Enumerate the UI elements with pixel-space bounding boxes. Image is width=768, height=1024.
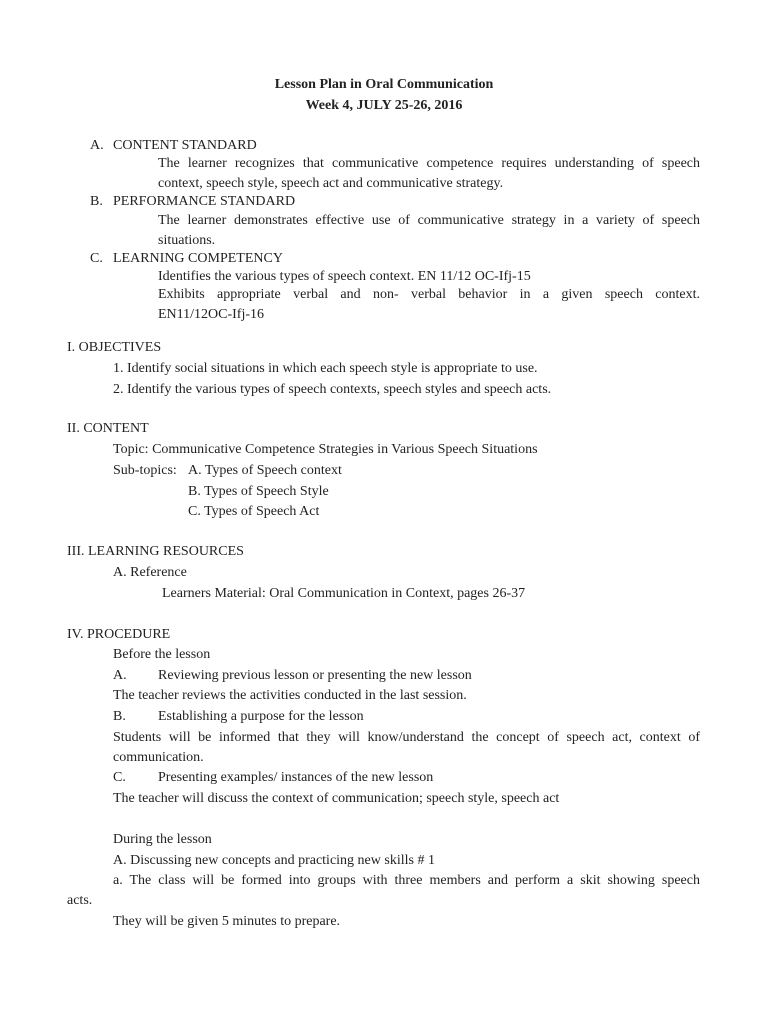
paragraph-line: Identifies the various types of speech context. EN 11/12 OC-Ifj-15 bbox=[158, 269, 531, 284]
list-item: Reviewing previous lesson or presenting the new lesson bbox=[158, 668, 472, 683]
paragraph-line: communication. bbox=[113, 750, 204, 765]
paragraph-line: They will be given 5 minutes to prepare. bbox=[113, 914, 341, 929]
paragraph-line: acts. bbox=[67, 893, 93, 908]
list-marker: A. bbox=[113, 668, 127, 683]
list-marker: A. bbox=[90, 138, 104, 153]
list-item: A. Reference bbox=[113, 565, 187, 580]
list-item: Establishing a purpose for the lesson bbox=[158, 709, 364, 724]
section-heading: IV. PROCEDURE bbox=[67, 627, 171, 642]
subsection-label: During the lesson bbox=[113, 832, 212, 847]
list-marker: B. bbox=[113, 709, 126, 724]
paragraph-line: The teacher reviews the activities conducted in the last session. bbox=[113, 688, 467, 703]
list-item: C. Types of Speech Act bbox=[188, 504, 320, 519]
list-item: A. Types of Speech context bbox=[188, 463, 342, 478]
section-heading: III. LEARNING RESOURCES bbox=[67, 544, 244, 559]
list-marker: C. bbox=[113, 770, 126, 785]
subtopics-label: Sub-topics: bbox=[113, 463, 177, 478]
paragraph-line: The teacher will discuss the context of communication; speech style, speech act bbox=[113, 791, 560, 806]
reference-line: Learners Material: Oral Communication in Context, pages 26-37 bbox=[162, 586, 526, 601]
list-item: A. Discussing new concepts and practicing new skills # 1 bbox=[113, 853, 435, 868]
subsection-label: Before the lesson bbox=[113, 647, 211, 662]
section-heading: I. OBJECTIVES bbox=[67, 340, 162, 355]
paragraph-line: situations. bbox=[158, 233, 216, 248]
document-title: Lesson Plan in Oral Communication bbox=[274, 77, 494, 92]
section-heading: LEARNING COMPETENCY bbox=[113, 251, 283, 266]
topic-line: Topic: Communicative Competence Strategies in Various Speech Situations bbox=[113, 442, 538, 457]
document-subtitle: Week 4, JULY 25-26, 2016 bbox=[305, 98, 463, 113]
paragraph-line: context, speech style, speech act and communicative strategy. bbox=[158, 176, 504, 191]
paragraph-line: Students will be informed that they will know/understand the concept of speech act, context of bbox=[113, 730, 700, 745]
list-item: B. Types of Speech Style bbox=[188, 484, 329, 499]
section-heading: II. CONTENT bbox=[67, 421, 149, 436]
paragraph-line: Exhibits appropriate verbal and non- verbal behavior in a given speech context. bbox=[158, 287, 700, 302]
paragraph-line: EN11/12OC-Ifj-16 bbox=[158, 307, 265, 322]
list-marker: C. bbox=[90, 251, 103, 266]
section-heading: CONTENT STANDARD bbox=[113, 138, 257, 153]
paragraph-line: The learner demonstrates effective use of communicative strategy in a variety of speech bbox=[158, 213, 700, 228]
list-item: Presenting examples/ instances of the new lesson bbox=[158, 770, 434, 785]
section-heading: PERFORMANCE STANDARD bbox=[113, 194, 296, 209]
list-item: 2. Identify the various types of speech contexts, speech styles and speech acts. bbox=[113, 382, 552, 397]
list-item: 1. Identify social situations in which each speech style is appropriate to use. bbox=[113, 361, 538, 376]
paragraph-line: a. The class will be formed into groups with three members and perform a skit showing speech bbox=[113, 873, 700, 888]
paragraph-line: The learner recognizes that communicative competence requires understanding of speech bbox=[158, 156, 700, 171]
list-marker: B. bbox=[90, 194, 103, 209]
